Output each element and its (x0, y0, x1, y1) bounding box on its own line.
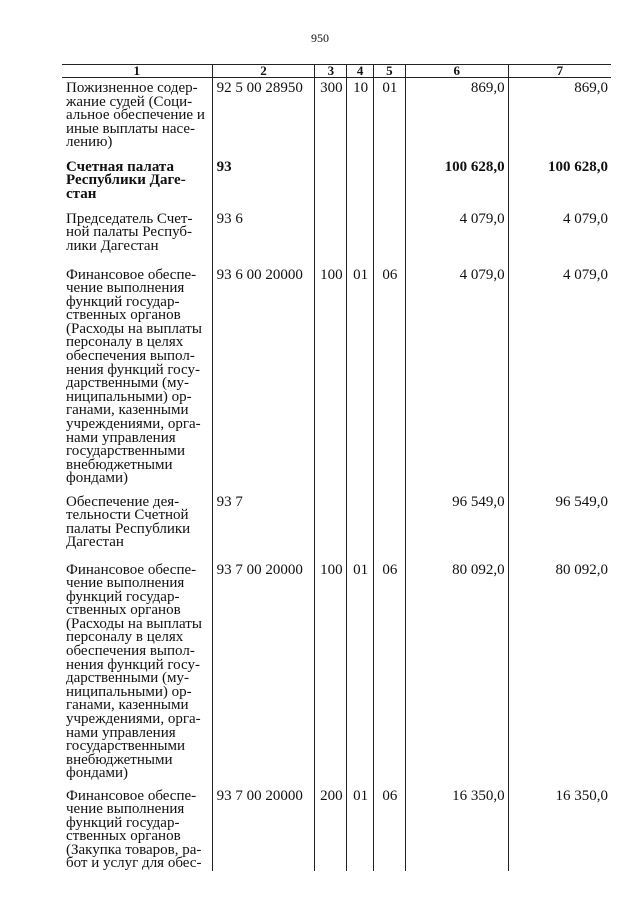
row-col3: 100 (315, 560, 347, 786)
row-col7: 80 092,0 (508, 560, 611, 786)
row-code: 93 6 (212, 209, 315, 265)
table-body (62, 78, 611, 872)
row-col3: 300 (315, 78, 347, 157)
table-row (62, 786, 611, 872)
row-col4: 01 (347, 560, 374, 786)
row-code: 93 6 00 20000 (212, 265, 315, 492)
row-col5 (373, 209, 405, 265)
table-row (62, 560, 611, 786)
row-name-text: Финансовое обеспе- чение выполнения функций государ- ственных органов (Расходы на выплаты персоналу в целях обеспечения выпол- нения функций госу- дарственными (му- ниципальными) ор- ганами, казенными учреждениями, орга- нами управления государственными внебюджетными фондами) (66, 266, 202, 487)
row-col7: 4 079,0 (508, 265, 611, 492)
row-col5 (373, 492, 405, 560)
row-col5 (373, 157, 405, 209)
row-name (62, 157, 212, 209)
row-code: 93 7 00 20000 (212, 560, 315, 786)
table-row (62, 492, 611, 560)
row-col5: 06 (373, 560, 405, 786)
row-col4: 01 (347, 265, 374, 492)
row-col6: 869,0 (405, 78, 508, 157)
row-name (62, 492, 212, 560)
row-col7: 4 079,0 (508, 209, 611, 265)
row-name-text: Финансовое обеспе- чение выполнения функций государ- ственных органов (Закупка товаров, ра- бот и услуг для обес- (66, 787, 202, 872)
row-col3 (315, 209, 347, 265)
row-code: 93 7 (212, 492, 315, 560)
row-col7: 96 549,0 (508, 492, 611, 560)
table-row (62, 157, 611, 209)
row-col6: 80 092,0 (405, 560, 508, 786)
column-header-3: 3 (315, 65, 347, 78)
budget-table (62, 64, 611, 871)
row-code: 93 7 00 20000 (212, 786, 315, 872)
row-code: 92 5 00 28950 (212, 78, 315, 157)
row-col5: 06 (373, 786, 405, 872)
row-name (62, 560, 212, 786)
row-col7: 100 628,0 (508, 157, 611, 209)
row-col7: 869,0 (508, 78, 611, 157)
row-name-text: Финансовое обеспе- чение выполнения функций государ- ственных органов (Расходы на выплаты персоналу в целях обеспечения выпол- нения функций госу- дарственными (му- ниципальными) ор- ганами, казенными учреждениями, орга- нами управления государственными внебюджетными фондами) (66, 561, 202, 782)
row-col6: 16 350,0 (405, 786, 508, 872)
row-col6: 4 079,0 (405, 265, 508, 492)
row-code: 93 (212, 157, 315, 209)
row-col4 (347, 157, 374, 209)
row-col5: 06 (373, 265, 405, 492)
row-col6: 96 549,0 (405, 492, 508, 560)
page-number: 950 (311, 31, 329, 45)
table-row (62, 209, 611, 265)
row-col4: 01 (347, 786, 374, 872)
row-col6: 4 079,0 (405, 209, 508, 265)
row-name-text: Обеспечение дея- тельности Счетной палаты Республики Дагестан (66, 493, 191, 551)
column-header-2: 2 (212, 65, 315, 78)
row-col3: 200 (315, 786, 347, 872)
row-name-text: Пожизненное содер- жание судей (Соци- альное обеспечение и иные выплаты насе- лению) (66, 80, 205, 151)
column-header-1: 1 (62, 65, 212, 78)
row-col7: 16 350,0 (508, 786, 611, 872)
table-row (62, 78, 611, 157)
row-name (62, 786, 212, 872)
column-header-7: 7 (508, 65, 611, 78)
column-header-4: 4 (347, 65, 374, 78)
row-col6: 100 628,0 (405, 157, 508, 209)
row-col4 (347, 209, 374, 265)
row-col3: 100 (315, 265, 347, 492)
row-name (62, 209, 212, 265)
row-col3 (315, 157, 347, 209)
row-name (62, 78, 212, 157)
table-row (62, 265, 611, 492)
row-col3 (315, 492, 347, 560)
row-name (62, 265, 212, 492)
column-header-5: 5 (373, 65, 405, 78)
column-header-6: 6 (405, 65, 508, 78)
row-name-text: Счетная палата Республики Даге- стан (66, 158, 186, 202)
table-header-row (62, 65, 611, 78)
row-name-text: Председатель Счет- ной палаты Респуб- лики Дагестан (66, 210, 193, 254)
row-col4: 10 (347, 78, 374, 157)
row-col5: 01 (373, 78, 405, 157)
row-col4 (347, 492, 374, 560)
